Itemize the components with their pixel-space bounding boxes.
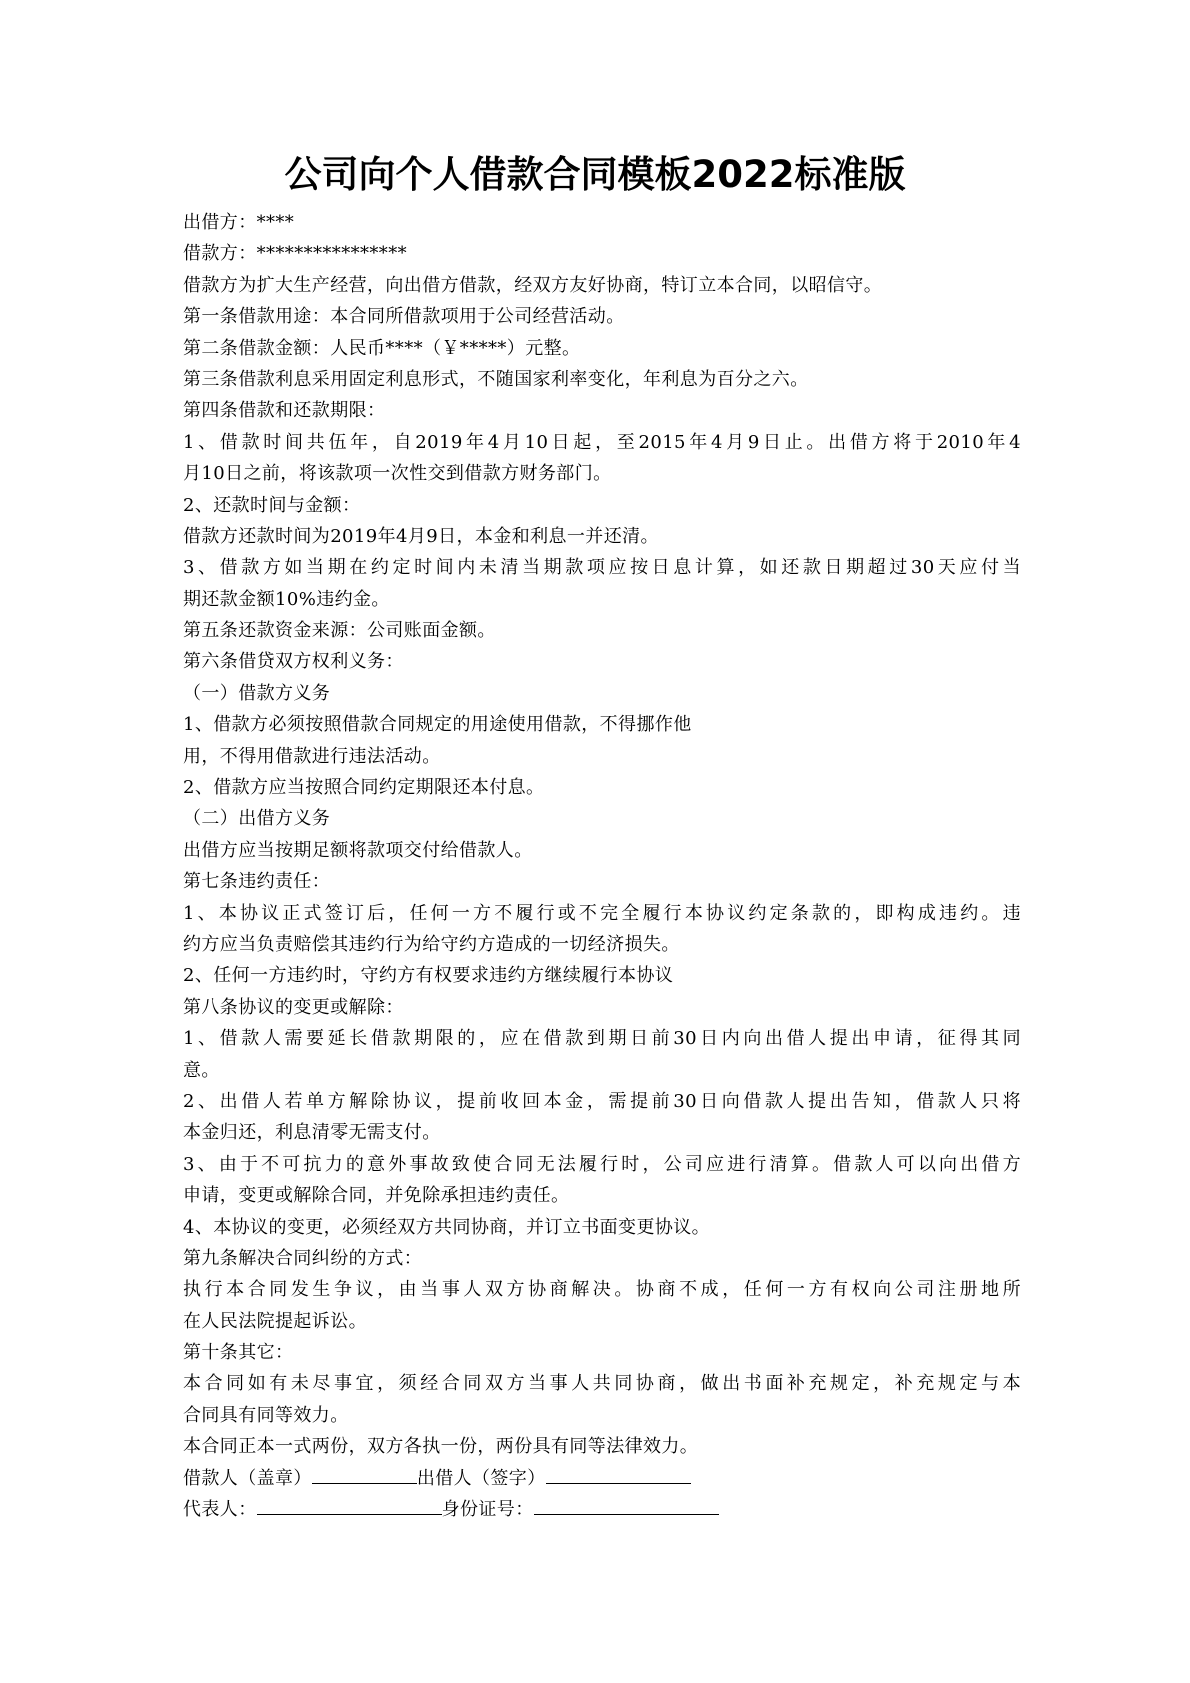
article-6-sub-1-item-1-cont: 用，不得用借款进行违法活动。 [183,745,441,767]
article-8-item-1-cont: 意。 [183,1059,220,1081]
article-6-sub-2-text: 出借方应当按期足额将款项交付给借款人。 [183,839,533,861]
article-4-item-3: 3、借款方如当期在约定时间内未清当期款项应按日息计算，如还款日期超过30天应付当 [183,557,1021,579]
article-4-item-1-cont: 月10日之前，将该款项一次性交到借款方财务部门。 [183,463,612,485]
article-8-item-3: 3、由于不可抗力的意外事故致使合同无法履行时，公司应进行清算。借款人可以向出借方 [183,1153,1021,1175]
article-2: 第二条借款金额：人民币****（￥*****）元整。 [183,337,581,359]
article-6-sub-1-item-2: 2、借款方应当按照合同约定期限还本付息。 [183,777,545,799]
article-6-sub-1-item-1: 1、借款方必须按照借款合同规定的用途使用借款，不得挪作他 [183,714,692,736]
article-8-item-3-cont: 申请，变更或解除合同，并免除承担违约责任。 [183,1185,570,1207]
article-7-item-1: 1、本协议正式签订后，任何一方不履行或不完全履行本协议约定条款的，即构成违约。违 [183,902,1021,924]
lender-sign-label: 出借人（签字） [416,1467,546,1489]
copies-clause: 本合同正本一式两份，双方各执一份，两份具有同等法律效力。 [183,1436,699,1458]
article-6-sub-2: （二）出借方义务 [183,808,331,830]
article-5: 第五条还款资金来源：公司账面金额。 [183,620,496,642]
article-4-heading: 第四条借款和还款期限： [183,400,386,422]
id-number-blank[interactable] [534,1496,719,1515]
article-1: 第一条借款用途：本合同所借款项用于公司经营活动。 [183,306,625,328]
document-title: 公司向个人借款合同模板2022标准版 [284,153,906,196]
article-8-item-2-cont: 本金归还，利息清零无需支付。 [183,1122,441,1144]
article-6-sub-1: （一）借款方义务 [183,682,331,704]
article-9-text: 执行本合同发生争议，由当事人双方协商解决。协商不成，任何一方有权向公司注册地所 [183,1279,1021,1301]
article-8-item-2: 2、出借人若单方解除协议，提前收回本金，需提前30日向借款人提出告知，借款人只将 [183,1090,1021,1112]
article-6-heading: 第六条借贷双方权利义务： [183,651,404,673]
article-4-item-1: 1、借款时间共伍年，自2019年4月10日起，至2015年4月9日止。出借方将于2010年4 [183,431,1021,453]
borrower-seal-label: 借款人（盖章） [183,1467,312,1489]
document-body [183,207,1021,1525]
article-4-item-2-text: 借款方还款时间为2019年4月9日，本金和利息一并还清。 [183,525,659,547]
preamble: 借款方为扩大生产经营，向出借方借款，经双方友好协商，特订立本合同，以昭信守。 [183,274,883,296]
signature-row-1 [183,1463,1021,1494]
representative-blank[interactable] [257,1496,442,1515]
article-9-text-cont: 在人民法院提起诉讼。 [183,1310,367,1332]
article-8-heading: 第八条协议的变更或解除： [183,996,404,1018]
article-4-item-2: 2、还款时间与金额： [183,494,361,516]
article-10-heading: 第十条其它： [183,1342,294,1364]
article-8-item-4: 4、本协议的变更，必须经双方共同协商，并订立书面变更协议。 [183,1216,711,1238]
article-10-text: 本合同如有未尽事宜，须经合同双方当事人共同协商，做出书面补充规定，补充规定与本 [183,1373,1021,1395]
article-7-heading: 第七条违约责任： [183,871,331,893]
representative-label: 代表人： [183,1499,257,1521]
lender-line: 出借方：**** [183,212,295,233]
article-7-item-1-cont: 约方应当负责赔偿其违约行为给守约方造成的一切经济损失。 [183,933,680,955]
signature-row-2 [183,1494,1021,1525]
article-3: 第三条借款利息采用固定利息形式，不随国家利率变化，年利息为百分之六。 [183,368,809,390]
article-9-heading: 第九条解决合同纠纷的方式： [183,1247,423,1269]
lender-sign-blank[interactable] [546,1465,691,1484]
article-7-item-2: 2、任何一方违约时，守约方有权要求违约方继续履行本协议 [183,965,674,987]
borrower-seal-blank[interactable] [312,1465,417,1484]
id-number-label: 身份证号： [441,1499,534,1521]
borrower-line: 借款方：**************** [183,243,407,265]
article-8-item-1: 1、借款人需要延长借款期限的，应在借款到期日前30日内向出借人提出申请，征得其同 [183,1028,1021,1050]
article-4-item-3-cont: 期还款金额10%违约金。 [183,588,390,610]
article-10-text-cont: 合同具有同等效力。 [183,1404,349,1426]
